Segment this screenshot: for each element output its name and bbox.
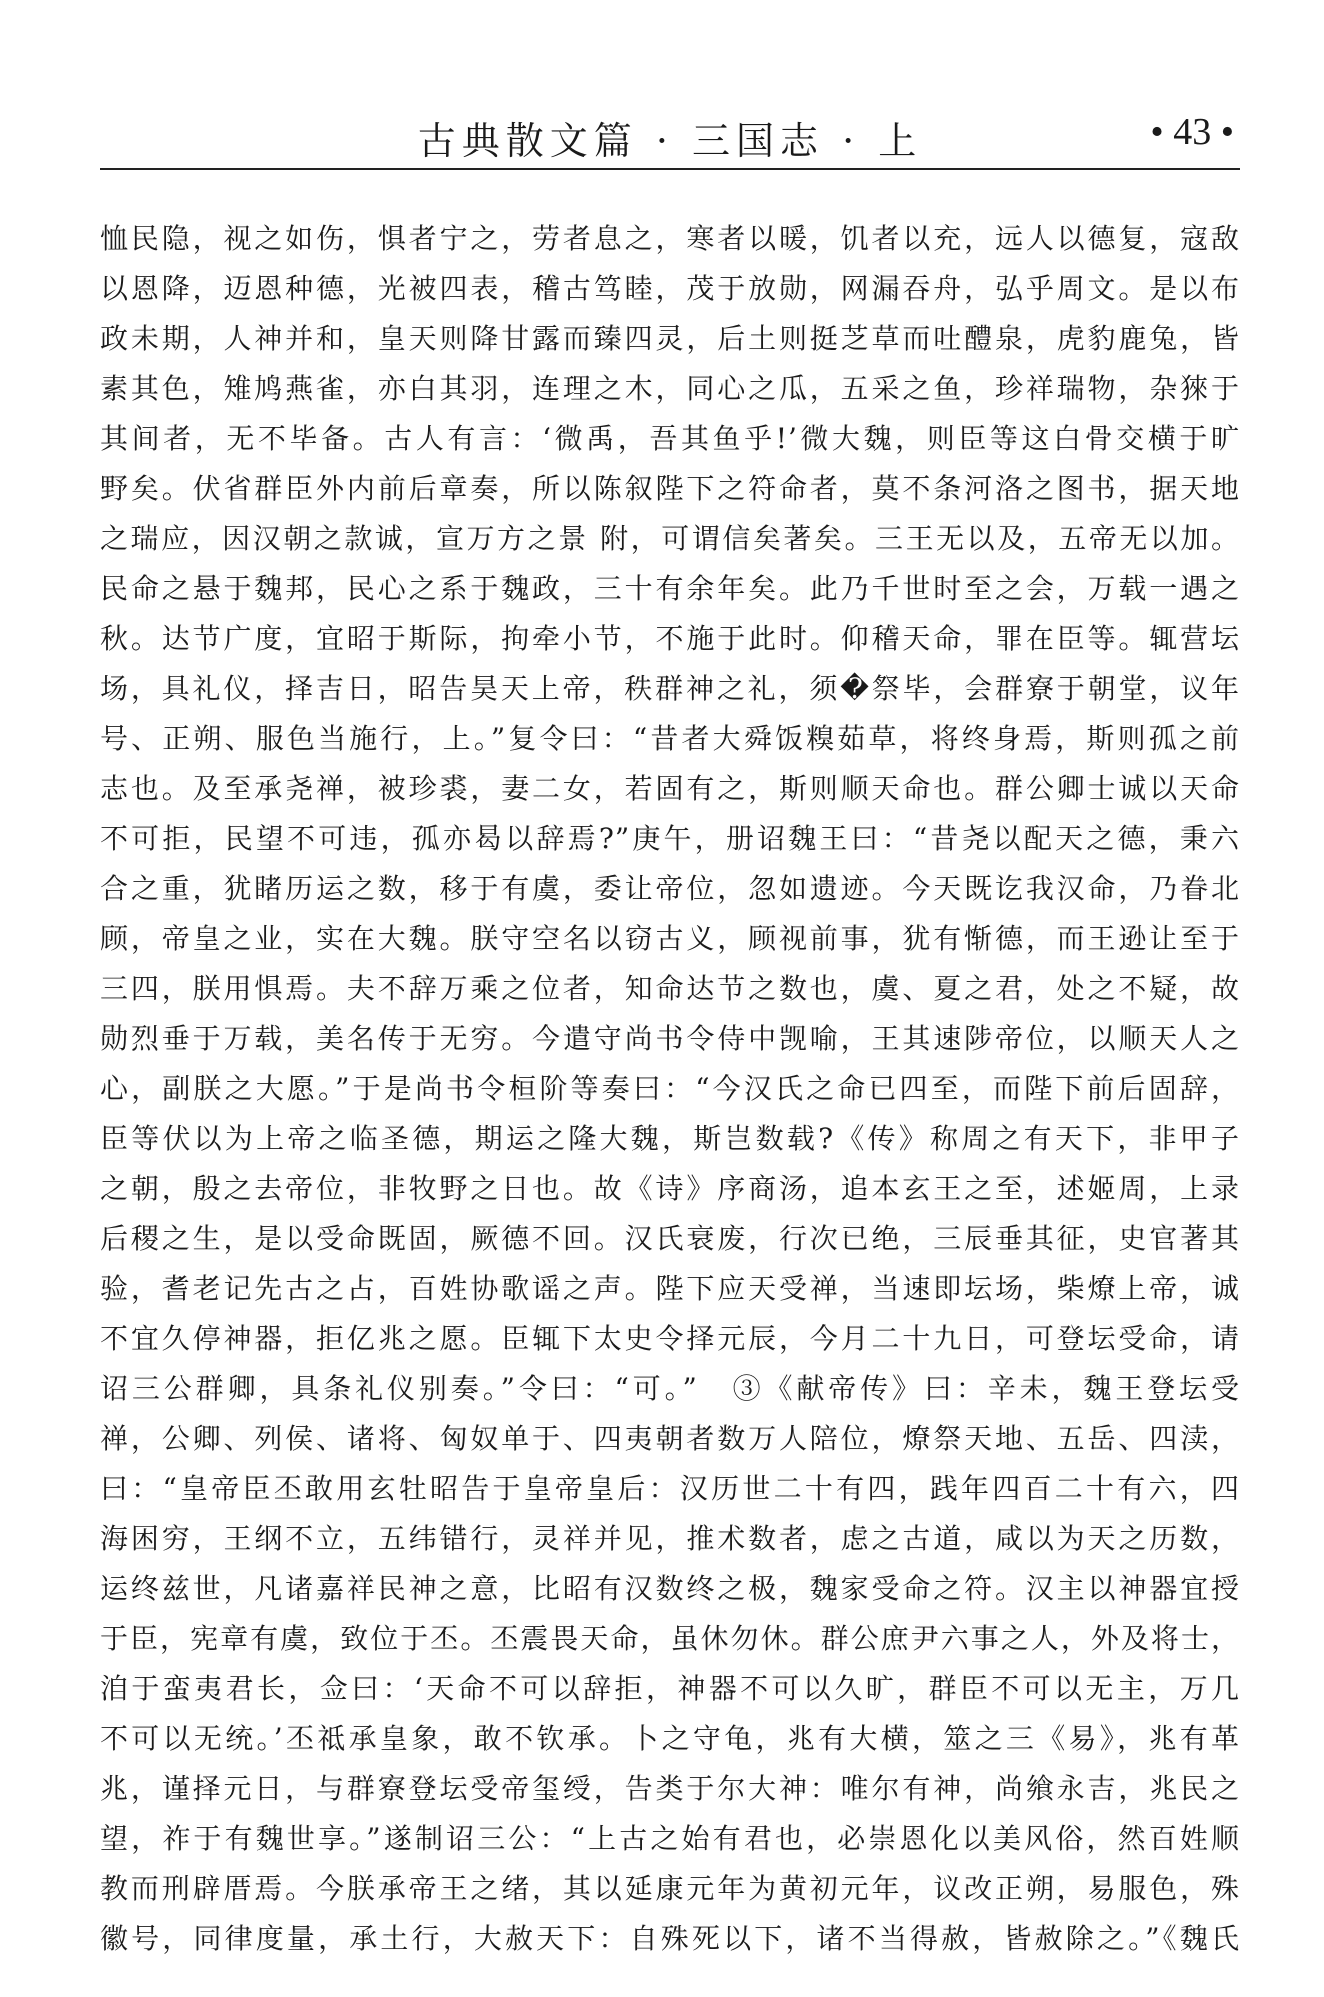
- text-line: 民命之悬于魏邦，民心之系于魏政，三十有余年矣。此乃千世时至之会，万载一遇之: [100, 572, 1240, 605]
- text-line: 诏三公群卿，具条礼仪别奏。”令曰：“可。” ③《献帝传》曰：辛未，魏王登坛受: [100, 1372, 1240, 1405]
- text-line: 政未期，人神并和，皇天则降甘露而臻四灵，后土则挺芝草而吐醴泉，虎豹鹿兔，皆: [100, 322, 1240, 355]
- text-line: 心，副朕之大愿。”于是尚书令桓阶等奏曰：“今汉氏之命已四至，而陛下前后固辞，: [100, 1072, 1240, 1105]
- text-line: 之瑞应，因汉朝之款诚，宣万方之景 附，可谓信矣著矣。三王无以及，五帝无以加。: [100, 522, 1240, 555]
- text-line: 徽号，同律度量，承土行，大赦天下：自殊死以下，诸不当得赦，皆赦除之。”《魏氏: [100, 1922, 1240, 1955]
- text-line: 合之重，犹睹历运之数，移于有虞，委让帝位，忽如遗迹。今天既讫我汉命，乃眷北: [100, 872, 1240, 905]
- text-line: 兆，谨择元日，与群寮登坛受帝玺绶，告类于尔大神：唯尔有神，尚飨永吉，兆民之: [100, 1772, 1240, 1805]
- text-line: 不宜久停神器，拒亿兆之愿。臣辄下太史令择元辰，今月二十九日，可登坛受命，请: [100, 1322, 1240, 1355]
- text-line: 运终兹世，凡诸嘉祥民神之意，比昭有汉数终之极，魏家受命之符。汉主以神器宜授: [100, 1572, 1240, 1605]
- text-line: 其间者，无不毕备。古人有言：‘微禹，吾其鱼乎!’微大魏，则臣等这白骨交横于旷: [100, 422, 1240, 455]
- text-line: 禅，公卿、列侯、诸将、匈奴单于、四夷朝者数万人陪位，燎祭天地、五岳、四渎，: [100, 1422, 1240, 1455]
- text-line: 志也。及至承尧禅，被珍裘，妻二女，若固有之，斯则顺天命也。群公卿士诚以天命: [100, 772, 1240, 805]
- text-line: 之朝，殷之去帝位，非牧野之日也。故《诗》序商汤，追本玄王之至，述姬周，上录: [100, 1172, 1240, 1205]
- text-line: 号、正朔、服色当施行，上。”复令曰：“昔者大舜饭糗茹草，将终身焉，斯则孤之前: [100, 722, 1240, 755]
- text-line: 恤民隐，视之如伤，惧者宁之，劳者息之，寒者以暖，饥者以充，远人以德复，寇敌: [100, 222, 1240, 255]
- text-line: 勋烈垂于万载，美名传于无穷。今遣守尚书令侍中觊喻，王其速陟帝位，以顺天人之: [100, 1022, 1240, 1055]
- text-line: 验，耆老记先古之占，百姓协歌谣之声。陛下应天受禅，当速即坛场，柴燎上帝，诚: [100, 1272, 1240, 1305]
- running-title: 古典散文篇 · 三国志 · 上: [417, 119, 923, 163]
- text-line: 于臣，宪章有虞，致位于丕。丕震畏天命，虽休勿休。群公庶尹六事之人，外及将士，: [100, 1622, 1240, 1655]
- text-line: 后稷之生，是以受命既固，厥德不回。汉氏衰废，行次已绝，三辰垂其征，史官著其: [100, 1222, 1240, 1255]
- text-line: 曰：“皇帝臣丕敢用玄牡昭告于皇帝皇后：汉历世二十有四，践年四百二十有六，四: [100, 1472, 1240, 1505]
- body-text: [100, 214, 1240, 1964]
- text-line: 野矣。伏省群臣外内前后章奏，所以陈叙陛下之符命者，莫不条河洛之图书，据天地: [100, 472, 1240, 505]
- page-number: • 43 •: [1150, 111, 1234, 153]
- text-line: 素其色，雉鸠燕雀，亦白其羽，连理之木，同心之瓜，五采之鱼，珍祥瑞物，杂猍于: [100, 372, 1240, 405]
- text-line: 望，祚于有魏世享。”遂制诏三公：“上古之始有君也，必崇恩化以美风俗，然百姓顺: [100, 1822, 1240, 1855]
- text-line: 洎于蛮夷君长，佥曰：‘天命不可以辞拒，神器不可以久旷，群臣不可以无主，万几: [100, 1672, 1240, 1705]
- text-line: 场，具礼仪，择吉日，昭告昊天上帝，秩群神之礼，须�祭毕，会群寮于朝堂，议年: [100, 672, 1240, 705]
- text-line: 不可以无统。’丕祗承皇象，敢不钦承。卜之守龟，兆有大横，筮之三《易》，兆有革: [100, 1722, 1240, 1755]
- text-line: 秋。达节广度，宜昭于斯际，拘牵小节，不施于此时。仰稽天命，罪在臣等。辄营坛: [100, 622, 1240, 655]
- page-header: [100, 96, 1240, 176]
- text-line: 顾，帝皇之业，实在大魏。朕守空名以窃古义，顾视前事，犹有惭德，而王逊让至于: [100, 922, 1240, 955]
- text-line: 不可拒，民望不可违，孤亦曷以辞焉?”庚午，册诏魏王曰：“昔尧以配天之德，秉六: [100, 822, 1240, 855]
- text-line: 以恩降，迈恩种德，光被四表，稽古笃睦，茂于放勋，网漏吞舟，弘乎周文。是以布: [100, 272, 1240, 305]
- text-line: 教而刑辟厝焉。今朕承帝王之绪，其以延康元年为黄初元年，议改正朔，易服色，殊: [100, 1872, 1240, 1905]
- text-line: 三四，朕用惧焉。夫不辞万乘之位者，知命达节之数也，虞、夏之君，处之不疑，故: [100, 972, 1240, 1005]
- text-line: 臣等伏以为上帝之临圣德，期运之隆大魏，斯岂数载?《传》称周之有天下，非甲子: [100, 1122, 1240, 1155]
- text-line: 海困穷，王纲不立，五纬错行，灵祥并见，推术数者，虑之古道，咸以为天之历数，: [100, 1522, 1240, 1555]
- header-rule: [100, 168, 1240, 170]
